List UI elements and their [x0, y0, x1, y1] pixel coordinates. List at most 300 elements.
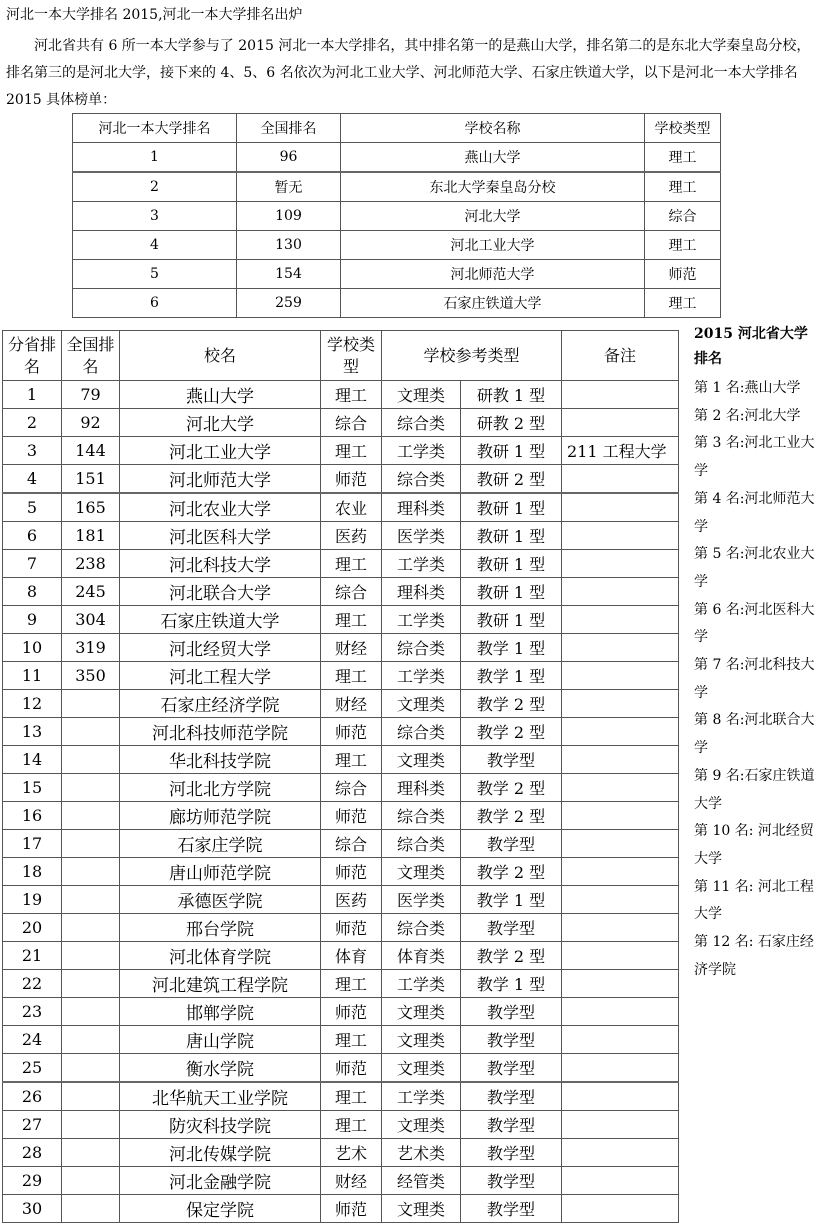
page-title: 河北一本大学排名 2015,河北一本大学排名出炉	[6, 7, 303, 23]
table-cell: 理工	[321, 381, 382, 409]
school-name-cell: 河北金融学院	[120, 1167, 321, 1195]
sidebar-rank-item: 第 5 名:河北农业大学	[694, 546, 815, 590]
table-cell: 文理类	[382, 381, 461, 409]
table-cell: 理科类	[382, 578, 461, 606]
note-cell	[562, 690, 679, 718]
table-cell: 7	[3, 550, 62, 578]
sidebar-rank-item: 第 3 名:河北工业大学	[694, 435, 815, 480]
table-header-row	[73, 114, 721, 143]
table-row	[3, 634, 679, 662]
table-cell: 28	[3, 1139, 62, 1167]
note-cell	[562, 1111, 679, 1139]
table-cell: 理工	[321, 1111, 382, 1139]
note-cell: 211 工程大学	[562, 437, 679, 465]
header-cell: 学校名称	[341, 114, 645, 143]
table-cell: 25	[3, 1054, 62, 1083]
note-cell	[562, 858, 679, 886]
table-cell: 财经	[321, 634, 382, 662]
table-cell: 教学 2 型	[461, 942, 562, 970]
sidebar-rank-item: 第 9 名:石家庄铁道大学	[694, 767, 815, 812]
table-cell: 综合	[321, 409, 382, 437]
table-row	[73, 260, 721, 289]
table-cell: 理工	[321, 1082, 382, 1111]
table-cell: 27	[3, 1111, 62, 1139]
school-name-cell: 北华航天工业学院	[120, 1082, 321, 1111]
table-row	[3, 578, 679, 606]
table-cell: 师范	[321, 802, 382, 830]
table-cell: 医学类	[382, 886, 461, 914]
table-cell: 22	[3, 970, 62, 998]
sidebar-rank-item: 第 8 名:河北联合大学	[694, 712, 815, 757]
school-name-cell: 河北建筑工程学院	[120, 970, 321, 998]
table-cell: 350	[62, 662, 120, 690]
table-cell: 工学类	[382, 437, 461, 465]
school-name-cell: 河北经贸大学	[120, 634, 321, 662]
table-cell: 医药	[321, 886, 382, 914]
table-cell: 河北师范大学	[341, 260, 645, 289]
table-cell: 181	[62, 522, 120, 550]
table-cell: 综合类	[382, 718, 461, 746]
table-row	[3, 493, 679, 522]
table-cell: 理工	[645, 143, 721, 173]
table-cell: 教学 2 型	[461, 802, 562, 830]
header-cell: 学校类型	[321, 331, 382, 381]
table-cell	[62, 690, 120, 718]
table-cell: 文理类	[382, 690, 461, 718]
table-cell: 师范	[645, 260, 721, 289]
table-cell: 教学 1 型	[461, 970, 562, 998]
table-cell: 2	[73, 172, 237, 202]
table-row	[3, 914, 679, 942]
table-cell: 教研 1 型	[461, 522, 562, 550]
table-cell	[62, 1195, 120, 1223]
table-cell: 教研 1 型	[461, 437, 562, 465]
school-name-cell: 保定学院	[120, 1195, 321, 1223]
table-cell: 理工	[645, 172, 721, 202]
table-cell: 教学型	[461, 1026, 562, 1054]
sidebar-rank-item: 第 10 名: 河北经贸大学	[694, 823, 814, 867]
table-row	[3, 1195, 679, 1223]
table-cell: 4	[3, 465, 62, 494]
table-cell: 理科类	[382, 774, 461, 802]
table-cell	[62, 970, 120, 998]
table-row	[3, 409, 679, 437]
table-cell: 研教 1 型	[461, 381, 562, 409]
table-cell: 319	[62, 634, 120, 662]
note-cell	[562, 746, 679, 774]
note-cell	[562, 998, 679, 1026]
note-cell	[562, 409, 679, 437]
table-row	[3, 942, 679, 970]
note-cell	[562, 1054, 679, 1083]
table-row	[3, 465, 679, 494]
school-name-cell: 河北工程大学	[120, 662, 321, 690]
table-row	[3, 858, 679, 886]
school-name-cell: 防灾科技学院	[120, 1111, 321, 1139]
table-cell	[62, 746, 120, 774]
table-row	[3, 1026, 679, 1054]
table-cell	[62, 774, 120, 802]
header-cell: 学校参考类型	[382, 331, 562, 381]
note-cell	[562, 886, 679, 914]
table-row	[3, 690, 679, 718]
table-cell: 26	[3, 1082, 62, 1111]
table-cell: 144	[62, 437, 120, 465]
table-cell: 综合	[645, 202, 721, 231]
table-row	[3, 1111, 679, 1139]
table-cell: 教研 1 型	[461, 578, 562, 606]
top-ranking-table	[72, 113, 721, 318]
table-cell: 财经	[321, 690, 382, 718]
school-name-cell: 邯郸学院	[120, 998, 321, 1026]
table-row	[3, 606, 679, 634]
note-cell	[562, 493, 679, 522]
table-cell: 师范	[321, 718, 382, 746]
header-cell: 学校类型	[645, 114, 721, 143]
table-cell: 1	[3, 381, 62, 409]
table-cell: 文理类	[382, 1195, 461, 1223]
school-name-cell: 石家庄学院	[120, 830, 321, 858]
table-cell	[62, 1026, 120, 1054]
table-cell	[62, 1167, 120, 1195]
table-cell: 24	[3, 1026, 62, 1054]
table-cell: 河北工业大学	[341, 231, 645, 260]
table-row	[73, 172, 721, 202]
table-cell: 17	[3, 830, 62, 858]
table-row	[3, 1139, 679, 1167]
table-cell: 理工	[645, 231, 721, 260]
table-cell: 艺术	[321, 1139, 382, 1167]
school-name-cell: 燕山大学	[120, 381, 321, 409]
table-cell	[62, 942, 120, 970]
table-cell: 文理类	[382, 1111, 461, 1139]
table-cell: 教学型	[461, 746, 562, 774]
table-cell: 综合类	[382, 409, 461, 437]
sidebar-rank-item: 第 4 名:河北师范大学	[694, 490, 815, 535]
table-row	[73, 231, 721, 260]
table-cell: 师范	[321, 465, 382, 494]
table-cell: 理工	[321, 746, 382, 774]
table-cell: 文理类	[382, 1026, 461, 1054]
table-cell: 教学型	[461, 1139, 562, 1167]
table-cell: 79	[62, 381, 120, 409]
school-name-cell: 河北体育学院	[120, 942, 321, 970]
table-cell: 16	[3, 802, 62, 830]
table-cell: 师范	[321, 998, 382, 1026]
table-cell	[62, 1139, 120, 1167]
table-cell: 10	[3, 634, 62, 662]
note-cell	[562, 914, 679, 942]
school-name-cell: 河北工业大学	[120, 437, 321, 465]
table-cell: 工学类	[382, 550, 461, 578]
school-name-cell: 河北传媒学院	[120, 1139, 321, 1167]
header-cell: 全国排名	[62, 331, 120, 381]
table-row	[3, 662, 679, 690]
table-cell: 教学型	[461, 830, 562, 858]
sidebar-rank-item: 第 6 名:河北医科大学	[694, 601, 815, 646]
table-cell: 5	[3, 493, 62, 522]
table-cell: 238	[62, 550, 120, 578]
table-cell: 工学类	[382, 606, 461, 634]
table-cell: 医学类	[382, 522, 461, 550]
table-cell: 教研 1 型	[461, 606, 562, 634]
sidebar-rank-item: 第 1 名:燕山大学	[694, 380, 801, 396]
school-name-cell: 廊坊师范学院	[120, 802, 321, 830]
table-row	[3, 970, 679, 998]
table-cell: 3	[73, 202, 237, 231]
sidebar-rank-item: 第 2 名:河北大学	[694, 407, 801, 424]
table-cell: 92	[62, 409, 120, 437]
table-cell: 河北大学	[341, 202, 645, 231]
table-cell: 教研 1 型	[461, 493, 562, 522]
table-cell: 96	[237, 143, 341, 173]
school-name-cell: 华北科技学院	[120, 746, 321, 774]
table-row	[3, 1054, 679, 1083]
table-cell: 8	[3, 578, 62, 606]
table-cell: 综合	[321, 830, 382, 858]
table-cell: 11	[3, 662, 62, 690]
table-cell: 文理类	[382, 1054, 461, 1083]
table-row	[3, 437, 679, 465]
table-cell: 综合类	[382, 830, 461, 858]
table-cell: 综合类	[382, 465, 461, 494]
sidebar-rank-item: 第 12 名: 石家庄经济学院	[694, 934, 814, 978]
table-cell: 经管类	[382, 1167, 461, 1195]
table-cell: 理工	[321, 1026, 382, 1054]
table-cell: 9	[3, 606, 62, 634]
table-cell: 教研 2 型	[461, 465, 562, 494]
table-row	[3, 774, 679, 802]
table-cell: 21	[3, 942, 62, 970]
table-cell: 文理类	[382, 998, 461, 1026]
school-name-cell: 河北医科大学	[120, 522, 321, 550]
table-cell: 师范	[321, 1195, 382, 1223]
table-cell: 154	[237, 260, 341, 289]
table-row	[73, 289, 721, 318]
table-cell: 29	[3, 1167, 62, 1195]
note-cell	[562, 1167, 679, 1195]
sidebar-heading: 2015 河北省大学排名	[694, 326, 808, 367]
table-cell: 教学 2 型	[461, 718, 562, 746]
note-cell	[562, 1026, 679, 1054]
table-cell: 教学 1 型	[461, 634, 562, 662]
sidebar-rank-item: 第 11 名: 河北工程大学	[694, 878, 814, 923]
table-cell: 医药	[321, 522, 382, 550]
table-row	[73, 143, 721, 173]
table-cell: 文理类	[382, 746, 461, 774]
table-cell: 245	[62, 578, 120, 606]
table-cell: 教学型	[461, 1111, 562, 1139]
note-cell	[562, 718, 679, 746]
table-cell: 理工	[321, 662, 382, 690]
note-cell	[562, 634, 679, 662]
school-name-cell: 河北联合大学	[120, 578, 321, 606]
table-cell: 综合	[321, 774, 382, 802]
table-cell	[62, 914, 120, 942]
table-cell: 20	[3, 914, 62, 942]
school-name-cell: 邢台学院	[120, 914, 321, 942]
table-row	[73, 202, 721, 231]
table-cell: 综合	[321, 578, 382, 606]
note-cell	[562, 550, 679, 578]
table-cell: 教学 1 型	[461, 662, 562, 690]
table-cell: 师范	[321, 858, 382, 886]
table-cell: 2	[3, 409, 62, 437]
table-cell: 财经	[321, 1167, 382, 1195]
table-row	[3, 1082, 679, 1111]
table-cell	[62, 830, 120, 858]
table-cell: 理工	[321, 970, 382, 998]
note-cell	[562, 970, 679, 998]
table-cell: 综合类	[382, 802, 461, 830]
school-name-cell: 河北北方学院	[120, 774, 321, 802]
note-cell	[562, 662, 679, 690]
table-cell: 5	[73, 260, 237, 289]
note-cell	[562, 774, 679, 802]
table-row	[3, 746, 679, 774]
table-cell: 30	[3, 1195, 62, 1223]
school-name-cell: 衡水学院	[120, 1054, 321, 1083]
note-cell	[562, 1082, 679, 1111]
table-cell	[62, 718, 120, 746]
table-cell: 研教 2 型	[461, 409, 562, 437]
table-row	[3, 998, 679, 1026]
school-name-cell: 唐山师范学院	[120, 858, 321, 886]
note-cell	[562, 381, 679, 409]
table-cell: 教学型	[461, 998, 562, 1026]
table-cell: 理工	[321, 606, 382, 634]
table-cell: 6	[3, 522, 62, 550]
table-cell: 19	[3, 886, 62, 914]
school-name-cell: 唐山学院	[120, 1026, 321, 1054]
table-cell: 教学 2 型	[461, 690, 562, 718]
table-cell: 165	[62, 493, 120, 522]
school-name-cell: 石家庄铁道大学	[120, 606, 321, 634]
table-cell: 1	[73, 143, 237, 173]
table-row	[3, 550, 679, 578]
table-cell: 体育类	[382, 942, 461, 970]
table-cell	[62, 998, 120, 1026]
school-name-cell: 承德医学院	[120, 886, 321, 914]
table-row	[3, 718, 679, 746]
note-cell	[562, 802, 679, 830]
header-cell: 备注	[562, 331, 679, 381]
table-cell: 艺术类	[382, 1139, 461, 1167]
table-cell: 师范	[321, 914, 382, 942]
school-name-cell: 河北师范大学	[120, 465, 321, 494]
school-name-cell: 石家庄经济学院	[120, 690, 321, 718]
table-cell: 教学型	[461, 914, 562, 942]
table-row	[3, 1167, 679, 1195]
table-cell: 109	[237, 202, 341, 231]
table-row	[3, 886, 679, 914]
school-name-cell: 河北农业大学	[120, 493, 321, 522]
table-cell: 教学 2 型	[461, 774, 562, 802]
table-cell: 工学类	[382, 970, 461, 998]
table-cell: 东北大学秦皇岛分校	[341, 172, 645, 202]
table-cell: 151	[62, 465, 120, 494]
table-cell: 6	[73, 289, 237, 318]
table-cell: 综合类	[382, 914, 461, 942]
table-cell: 教学型	[461, 1195, 562, 1223]
table-row	[3, 381, 679, 409]
table-cell: 师范	[321, 1054, 382, 1083]
table-cell: 18	[3, 858, 62, 886]
table-cell: 教学型	[461, 1167, 562, 1195]
table-cell: 259	[237, 289, 341, 318]
table-cell	[62, 1082, 120, 1111]
header-cell: 校名	[120, 331, 321, 381]
table-cell: 12	[3, 690, 62, 718]
table-cell: 教研 1 型	[461, 550, 562, 578]
table-cell: 130	[237, 231, 341, 260]
note-cell	[562, 942, 679, 970]
table-row	[3, 830, 679, 858]
note-cell	[562, 606, 679, 634]
table-cell: 文理类	[382, 858, 461, 886]
table-cell: 教学型	[461, 1054, 562, 1083]
table-cell: 304	[62, 606, 120, 634]
table-cell: 农业	[321, 493, 382, 522]
table-header-row	[3, 331, 679, 381]
note-cell	[562, 578, 679, 606]
table-row	[3, 522, 679, 550]
note-cell	[562, 1139, 679, 1167]
table-cell: 理工	[645, 289, 721, 318]
table-cell: 23	[3, 998, 62, 1026]
table-cell: 理工	[321, 437, 382, 465]
table-cell	[62, 802, 120, 830]
sidebar-rank-item: 第 7 名:河北科技大学	[694, 657, 815, 701]
table-cell	[62, 858, 120, 886]
table-cell: 15	[3, 774, 62, 802]
table-cell: 13	[3, 718, 62, 746]
header-cell: 全国排名	[237, 114, 341, 143]
table-cell: 综合类	[382, 634, 461, 662]
header-cell: 分省排名	[3, 331, 62, 381]
note-cell	[562, 1195, 679, 1223]
table-cell: 石家庄铁道大学	[341, 289, 645, 318]
table-cell: 理工	[321, 550, 382, 578]
table-cell: 14	[3, 746, 62, 774]
table-cell: 体育	[321, 942, 382, 970]
table-cell: 教学 1 型	[461, 886, 562, 914]
table-cell: 3	[3, 437, 62, 465]
table-row	[3, 802, 679, 830]
table-cell: 教学 2 型	[461, 858, 562, 886]
table-cell: 4	[73, 231, 237, 260]
table-cell: 工学类	[382, 662, 461, 690]
table-cell: 理科类	[382, 493, 461, 522]
school-name-cell: 河北科技师范学院	[120, 718, 321, 746]
table-cell	[62, 886, 120, 914]
table-cell	[62, 1054, 120, 1083]
sidebar-ranking	[694, 322, 816, 984]
table-cell	[62, 1111, 120, 1139]
note-cell	[562, 522, 679, 550]
table-cell: 工学类	[382, 1082, 461, 1111]
school-name-cell: 河北大学	[120, 409, 321, 437]
note-cell	[562, 465, 679, 494]
note-cell	[562, 830, 679, 858]
school-name-cell: 河北科技大学	[120, 550, 321, 578]
header-cell: 河北一本大学排名	[73, 114, 237, 143]
table-cell: 暂无	[237, 172, 341, 202]
intro-paragraph: 河北省共有 6 所一本大学参与了 2015 河北一本大学排名，其中排名第一的是燕山大学，排名第二的是东北大学秦皇岛分校，排名第三的是河北大学，接下来的 4、5、6 名依次为河北工业大学、河北师范大学、石家庄铁道大学，以下是河北一本大学排名 2015 具体榜单：	[6, 38, 811, 108]
province-ranking-table	[2, 330, 679, 1223]
table-cell: 燕山大学	[341, 143, 645, 173]
table-cell: 教学型	[461, 1082, 562, 1111]
